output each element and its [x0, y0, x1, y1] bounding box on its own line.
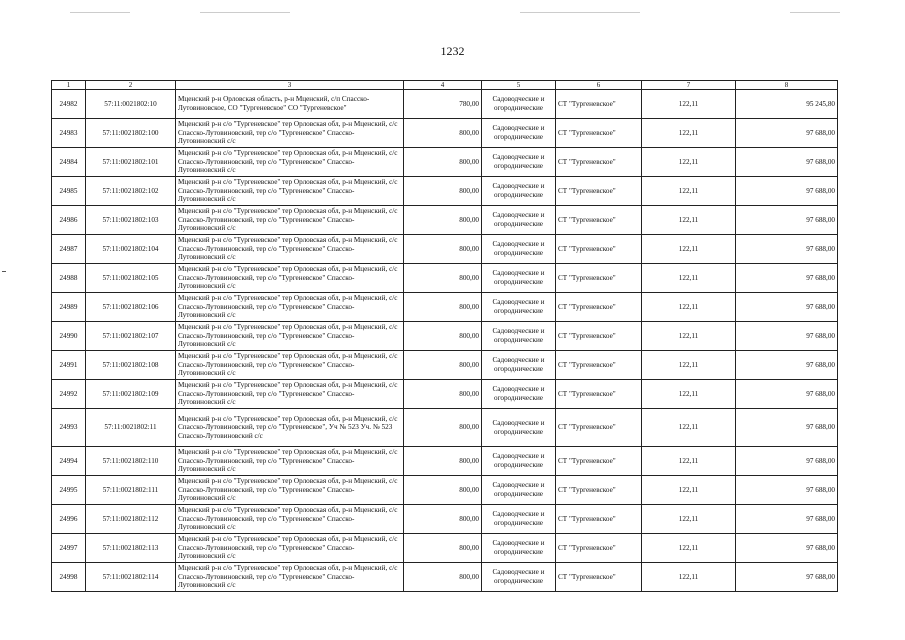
address-cell: Мценский р-н с/о "Тургеневское" тер Орловская обл, р-н Мценский, с/с Спасско-Лутовиновский, тер с/о "Тургеневское" Спасско-Лутовиновский с/с — [176, 563, 404, 592]
cadastral-value-cell: 97 688,00 — [736, 476, 838, 505]
cadastral-value-cell: 97 688,00 — [736, 206, 838, 235]
organization-cell: СТ "Тургеневское" — [556, 447, 642, 476]
row-number: 24985 — [52, 177, 86, 206]
area-cell: 800,00 — [404, 447, 482, 476]
unit-price-cell: 122,11 — [642, 534, 736, 563]
column-header: 8 — [736, 81, 838, 90]
scan-artifact — [200, 12, 290, 13]
land-use-cell: Садоводческие и огороднические — [482, 293, 556, 322]
row-number: 24987 — [52, 235, 86, 264]
organization-cell: СТ "Тургеневское" — [556, 90, 642, 119]
land-use-cell: Садоводческие и огороднические — [482, 534, 556, 563]
cadastral-number: 57:11:0021802:107 — [86, 322, 176, 351]
table-row — [52, 264, 838, 293]
column-header: 7 — [642, 81, 736, 90]
cadastral-value-cell: 97 688,00 — [736, 380, 838, 409]
cadastral-number: 57:11:0021802:112 — [86, 505, 176, 534]
cadastral-value-cell: 97 688,00 — [736, 264, 838, 293]
cadastral-value-cell: 97 688,00 — [736, 322, 838, 351]
row-number: 24995 — [52, 476, 86, 505]
cadastral-number: 57:11:0021802:114 — [86, 563, 176, 592]
cadastral-number: 57:11:0021802:105 — [86, 264, 176, 293]
row-number: 24989 — [52, 293, 86, 322]
cadastral-value-cell: 97 688,00 — [736, 534, 838, 563]
land-use-cell: Садоводческие и огороднические — [482, 177, 556, 206]
organization-cell: СТ "Тургеневское" — [556, 264, 642, 293]
organization-cell: СТ "Тургеневское" — [556, 177, 642, 206]
scan-artifact — [790, 12, 840, 13]
column-header: 6 — [556, 81, 642, 90]
unit-price-cell: 122,11 — [642, 322, 736, 351]
cadastral-value-cell: 97 688,00 — [736, 409, 838, 447]
table-row — [52, 409, 838, 447]
table-row — [52, 476, 838, 505]
cadastral-value-cell: 97 688,00 — [736, 235, 838, 264]
row-number: 24988 — [52, 264, 86, 293]
land-use-cell: Садоводческие и огороднические — [482, 476, 556, 505]
land-use-cell: Садоводческие и огороднические — [482, 148, 556, 177]
land-use-cell: Садоводческие и огороднические — [482, 380, 556, 409]
row-number: 24991 — [52, 351, 86, 380]
area-cell: 800,00 — [404, 264, 482, 293]
address-cell: Мценский р-н с/о "Тургеневское" тер Орловская обл, р-н Мценский, с/с Спасско-Лутовиновский, тер с/о "Тургеневское" Спасско-Лутовиновский с/с — [176, 119, 404, 148]
cadastral-value-cell: 97 688,00 — [736, 563, 838, 592]
row-number: 24992 — [52, 380, 86, 409]
area-cell: 800,00 — [404, 148, 482, 177]
registry-table — [51, 80, 838, 592]
address-cell: Мценский р-н с/о "Тургеневское" тер Орловская обл, р-н Мценский, с/с Спасско-Лутовиновский, тер с/о "Тургеневское" Спасско-Лутовиновский с/с — [176, 235, 404, 264]
area-cell: 800,00 — [404, 206, 482, 235]
column-header: 1 — [52, 81, 86, 90]
table-row — [52, 322, 838, 351]
table-row — [52, 235, 838, 264]
unit-price-cell: 122,11 — [642, 235, 736, 264]
address-cell: Мценский р-н с/о "Тургеневское" тер Орловская обл, р-н Мценский, с/с Спасско-Лутовиновский, тер с/о "Тургеневское" Спасско-Лутовиновский с/с — [176, 351, 404, 380]
address-cell: Мценский р-н с/о "Тургеневское" тер Орловская обл, р-н Мценский, с/с Спасско-Лутовиновский, тер с/о "Тургеневское" Спасско-Лутовиновский с/с — [176, 148, 404, 177]
column-header: 3 — [176, 81, 404, 90]
area-cell: 800,00 — [404, 177, 482, 206]
cadastral-number: 57:11:0021802:106 — [86, 293, 176, 322]
land-use-cell: Садоводческие и огороднические — [482, 235, 556, 264]
address-cell: Мценский р-н с/о "Тургеневское" тер Орловская обл, р-н Мценский, с/с Спасско-Лутовиновский, тер с/о "Тургеневское" Спасско-Лутовиновский с/с — [176, 534, 404, 563]
cadastral-number: 57:11:0021802:103 — [86, 206, 176, 235]
address-cell: Мценский р-н с/о "Тургеневское" тер Орловская обл, р-н Мценский, с/с Спасско-Лутовиновский, тер с/о "Тургеневское" Спасско-Лутовиновский с/с — [176, 476, 404, 505]
unit-price-cell: 122,11 — [642, 476, 736, 505]
area-cell: 780,00 — [404, 90, 482, 119]
cadastral-number: 57:11:0021802:100 — [86, 119, 176, 148]
land-use-cell: Садоводческие и огороднические — [482, 351, 556, 380]
table-row — [52, 534, 838, 563]
unit-price-cell: 122,11 — [642, 563, 736, 592]
row-number: 24983 — [52, 119, 86, 148]
unit-price-cell: 122,11 — [642, 380, 736, 409]
organization-cell: СТ "Тургеневское" — [556, 293, 642, 322]
table-row — [52, 206, 838, 235]
page-number: 1232 — [440, 44, 465, 58]
land-use-cell: Садоводческие и огороднические — [482, 322, 556, 351]
unit-price-cell: 122,11 — [642, 206, 736, 235]
organization-cell: СТ "Тургеневское" — [556, 322, 642, 351]
table-row — [52, 119, 838, 148]
address-cell: Мценский р-н с/о "Тургеневское" тер Орловская обл, р-н Мценский, с/с Спасско-Лутовиновский, тер с/о "Тургеневское" Спасско-Лутовиновский с/с — [176, 293, 404, 322]
row-number: 24990 — [52, 322, 86, 351]
cadastral-number: 57:11:0021802:109 — [86, 380, 176, 409]
address-cell: Мценский р-н с/о "Тургеневское" тер Орловская обл, р-н Мценский, с/с Спасско-Лутовиновский, тер с/о "Тургеневское" Спасско-Лутовиновский с/с — [176, 206, 404, 235]
organization-cell: СТ "Тургеневское" — [556, 235, 642, 264]
address-cell: Мценский р-н с/о "Тургеневское" тер Орловская обл, р-н Мценский, с/с Спасско-Лутовиновский, тер с/о "Тургеневское" Спасско-Лутовиновский с/с — [176, 447, 404, 476]
area-cell: 800,00 — [404, 534, 482, 563]
cadastral-value-cell: 95 245,80 — [736, 90, 838, 119]
row-number: 24982 — [52, 90, 86, 119]
row-number: 24986 — [52, 206, 86, 235]
organization-cell: СТ "Тургеневское" — [556, 148, 642, 177]
row-number: 24996 — [52, 505, 86, 534]
scan-artifact — [70, 12, 130, 13]
table-row — [52, 505, 838, 534]
unit-price-cell: 122,11 — [642, 119, 736, 148]
cadastral-value-cell: 97 688,00 — [736, 351, 838, 380]
cadastral-number: 57:11:0021802:104 — [86, 235, 176, 264]
scan-artifact — [520, 12, 640, 13]
unit-price-cell: 122,11 — [642, 447, 736, 476]
land-use-cell: Садоводческие и огороднические — [482, 447, 556, 476]
unit-price-cell: 122,11 — [642, 148, 736, 177]
area-cell: 800,00 — [404, 235, 482, 264]
organization-cell: СТ "Тургеневское" — [556, 476, 642, 505]
address-cell: Мценский р-н с/о "Тургеневское" тер Орловская обл, р-н Мценский, с/с Спасско-Лутовиновский, тер с/о "Тургеневское" Спасско-Лутовиновский с/с — [176, 264, 404, 293]
table-row — [52, 563, 838, 592]
address-cell: Мценский р-н с/о "Тургеневское" тер Орловская обл, р-н Мценский, с/с Спасско-Лутовиновский, тер с/о "Тургеневское", Уч № 523 Уч. № 523 Спасско-Лутовиновский с/с — [176, 409, 404, 447]
table-row — [52, 90, 838, 119]
organization-cell: СТ "Тургеневское" — [556, 380, 642, 409]
cadastral-number: 57:11:0021802:113 — [86, 534, 176, 563]
table-row — [52, 351, 838, 380]
land-use-cell: Садоводческие и огороднические — [482, 409, 556, 447]
address-cell: Мценский р-н с/о "Тургеневское" тер Орловская обл, р-н Мценский, с/с Спасско-Лутовиновский, тер с/о "Тургеневское" Спасско-Лутовиновский с/с — [176, 177, 404, 206]
column-header: 2 — [86, 81, 176, 90]
table-row — [52, 447, 838, 476]
column-header: 4 — [404, 81, 482, 90]
organization-cell: СТ "Тургеневское" — [556, 563, 642, 592]
unit-price-cell: 122,11 — [642, 409, 736, 447]
organization-cell: СТ "Тургеневское" — [556, 119, 642, 148]
area-cell: 800,00 — [404, 505, 482, 534]
row-number: 24997 — [52, 534, 86, 563]
header-row — [52, 81, 838, 90]
land-use-cell: Садоводческие и огороднические — [482, 505, 556, 534]
cadastral-value-cell: 97 688,00 — [736, 148, 838, 177]
area-cell: 800,00 — [404, 563, 482, 592]
land-use-cell: Садоводческие и огороднические — [482, 563, 556, 592]
cadastral-number: 57:11:0021802:110 — [86, 447, 176, 476]
land-use-cell: Садоводческие и огороднические — [482, 90, 556, 119]
land-use-cell: Садоводческие и огороднические — [482, 206, 556, 235]
area-cell: 800,00 — [404, 119, 482, 148]
cadastral-number: 57:11:0021802:108 — [86, 351, 176, 380]
land-use-cell: Садоводческие и огороднические — [482, 119, 556, 148]
cadastral-value-cell: 97 688,00 — [736, 293, 838, 322]
address-cell: Мценский р-н с/о "Тургеневское" тер Орловская обл, р-н Мценский, с/с Спасско-Лутовиновский, тер с/о "Тургеневское" Спасско-Лутовиновский с/с — [176, 380, 404, 409]
unit-price-cell: 122,11 — [642, 505, 736, 534]
cadastral-number: 57:11:0021802:101 — [86, 148, 176, 177]
cadastral-value-cell: 97 688,00 — [736, 177, 838, 206]
address-cell: Мценский р-н с/о "Тургеневское" тер Орловская обл, р-н Мценский, с/с Спасско-Лутовиновский, тер с/о "Тургеневское" Спасско-Лутовиновский с/с — [176, 322, 404, 351]
scan-artifact — [2, 271, 6, 272]
area-cell: 800,00 — [404, 293, 482, 322]
table-row — [52, 380, 838, 409]
area-cell: 800,00 — [404, 322, 482, 351]
land-use-cell: Садоводческие и огороднические — [482, 264, 556, 293]
address-cell: Мценский р-н с/о "Тургеневское" тер Орловская обл, р-н Мценский, с/с Спасско-Лутовиновский, тер с/о "Тургеневское" Спасско-Лутовиновский с/с — [176, 505, 404, 534]
cadastral-number: 57:11:0021802:111 — [86, 476, 176, 505]
table-row — [52, 177, 838, 206]
unit-price-cell: 122,11 — [642, 264, 736, 293]
cadastral-number: 57:11:0021802:102 — [86, 177, 176, 206]
unit-price-cell: 122,11 — [642, 351, 736, 380]
area-cell: 800,00 — [404, 409, 482, 447]
row-number: 24998 — [52, 563, 86, 592]
address-cell: Мценский р-н Орловская область, р-н Мценский, с/п Спасско-Лутовиновское, СО "Тургеневское" СО "Тургеневское" — [176, 90, 404, 119]
organization-cell: СТ "Тургеневское" — [556, 505, 642, 534]
row-number: 24984 — [52, 148, 86, 177]
unit-price-cell: 122,11 — [642, 177, 736, 206]
table-row — [52, 148, 838, 177]
organization-cell: СТ "Тургеневское" — [556, 206, 642, 235]
unit-price-cell: 122,11 — [642, 90, 736, 119]
column-header: 5 — [482, 81, 556, 90]
organization-cell: СТ "Тургеневское" — [556, 534, 642, 563]
organization-cell: СТ "Тургеневское" — [556, 409, 642, 447]
cadastral-value-cell: 97 688,00 — [736, 119, 838, 148]
row-number: 24994 — [52, 447, 86, 476]
cadastral-number: 57:11:0021802:10 — [86, 90, 176, 119]
row-number: 24993 — [52, 409, 86, 447]
unit-price-cell: 122,11 — [642, 293, 736, 322]
cadastral-value-cell: 97 688,00 — [736, 505, 838, 534]
table-row — [52, 293, 838, 322]
cadastral-number: 57:11:0021802:11 — [86, 409, 176, 447]
cadastral-value-cell: 97 688,00 — [736, 447, 838, 476]
area-cell: 800,00 — [404, 351, 482, 380]
area-cell: 800,00 — [404, 380, 482, 409]
area-cell: 800,00 — [404, 476, 482, 505]
organization-cell: СТ "Тургеневское" — [556, 351, 642, 380]
